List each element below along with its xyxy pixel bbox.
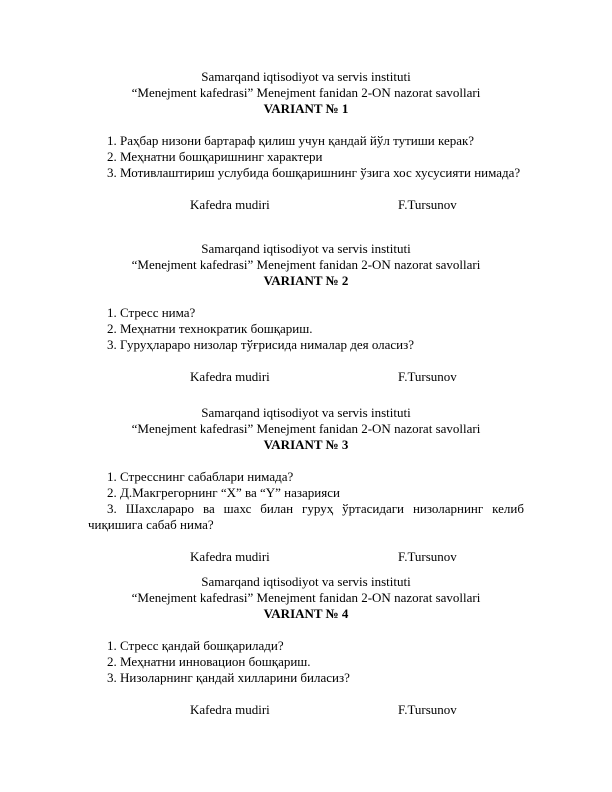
question-list	[0, 638, 612, 686]
signature-name: F.Tursunov	[398, 369, 457, 384]
signature-line	[0, 549, 612, 565]
variant-block-3	[0, 405, 612, 565]
question-item: 2. Меҳнатни бошқаришнинг характери	[107, 149, 323, 164]
variant-title: VARIANT № 4	[263, 606, 349, 621]
question-item: 3. Гуруҳлараро низолар тўғрисида нималар дея оласиз?	[107, 337, 415, 352]
institute-name: Samarqand iqtisodiyot va servis instituti	[201, 69, 411, 84]
variant-title: VARIANT № 1	[263, 101, 349, 116]
signature-role: Kafedra mudiri	[190, 369, 270, 384]
question-list	[0, 469, 612, 533]
signature-line	[0, 369, 612, 385]
question-item: 1. Стресс нима?	[107, 305, 196, 320]
question-item: 1. Стресснинг сабаблари нимада?	[107, 469, 294, 484]
variant-block-2	[0, 241, 612, 385]
signature-line	[0, 197, 612, 213]
variant-title: VARIANT № 2	[263, 273, 349, 288]
department-subtitle: “Menejment kafedrasi” Menejment fanidan 2-ON nazorat savollari	[131, 85, 481, 100]
signature-role: Kafedra mudiri	[190, 702, 270, 717]
department-subtitle: “Menejment kafedrasi” Menejment fanidan 2-ON nazorat savollari	[131, 590, 481, 605]
question-list	[0, 133, 612, 181]
institute-name: Samarqand iqtisodiyot va servis instituti	[201, 574, 411, 589]
department-subtitle: “Menejment kafedrasi” Menejment fanidan 2-ON nazorat savollari	[131, 257, 481, 272]
signature-line	[0, 702, 612, 718]
question-item: 1. Стресс қандай бошқарилади?	[107, 638, 284, 653]
question-item: 3. Низоларнинг қандай хилларини биласиз?	[107, 670, 350, 685]
signature-role: Kafedra mudiri	[190, 549, 270, 564]
question-list	[0, 305, 612, 353]
question-item: 2. Меҳнатни технократик бошқариш.	[107, 321, 313, 336]
department-subtitle: “Menejment kafedrasi” Menejment fanidan 2-ON nazorat savollari	[131, 421, 481, 436]
variant-block-4	[0, 574, 612, 718]
variant-block-1	[0, 69, 612, 213]
question-item: 3. Шахслараро ва шахс билан гуруҳ ўртасидаги низоларнинг келиб чиқишига сабаб нима?	[88, 501, 524, 532]
question-item: 3. Мотивлаштириш услубида бошқаришнинг ўзига хос хусусияти нимада?	[107, 165, 521, 180]
institute-name: Samarqand iqtisodiyot va servis instituti	[201, 405, 411, 420]
institute-name: Samarqand iqtisodiyot va servis instituti	[201, 241, 411, 256]
signature-name: F.Tursunov	[398, 549, 457, 564]
signature-name: F.Tursunov	[398, 702, 457, 717]
signature-name: F.Tursunov	[398, 197, 457, 212]
signature-role: Kafedra mudiri	[190, 197, 270, 212]
question-item: 2. Д.Макгрегорнинг “X” ва “Y” назарияси	[107, 485, 340, 500]
variant-title: VARIANT № 3	[263, 437, 349, 452]
question-item: 1. Раҳбар низони бартараф қилиш учун қандай йўл тутиши керак?	[107, 133, 475, 148]
question-item: 2. Меҳнатни инновацион бошқариш.	[107, 654, 311, 669]
